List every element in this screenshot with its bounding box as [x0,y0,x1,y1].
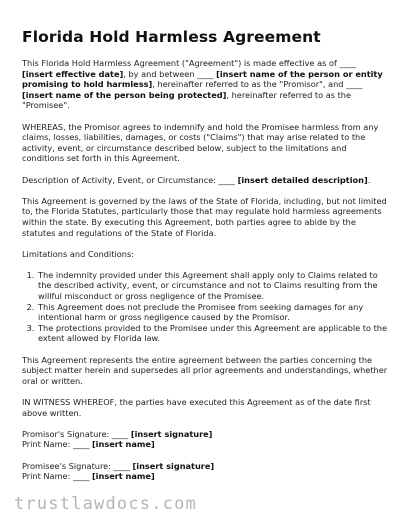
effective-date-placeholder: [insert effective date] [22,68,124,79]
promisor-print-name-line: Print Name: ____ [insert name] [22,439,155,450]
signature-placeholder: [insert signature] [130,428,213,439]
description-placeholder: [insert detailed description] [237,174,368,185]
list-item: 1. The indemnity provided under this Agreement shall apply only to Claims related to the described activity, event, or circumstance and not to Claims resulting from the willful misconduct or gross negligence of the Promisee. [37,270,389,302]
witness-paragraph: IN WITNESS WHEREOF, the parties have executed this Agreement as of the date first above written. [22,397,371,418]
promisor-name-placeholder: [insert name of the person or entity promising to hold harmless] [22,68,383,90]
promisee-print-name-line: Print Name: ____ [insert name] [22,471,155,482]
name-placeholder: [insert name] [91,471,155,482]
promisor-signature-block [22,429,389,450]
promisee-signature-line: Promisee's Signature: ____ [insert signature] [22,460,215,471]
promisor-signature-line: Promisor's Signature: ____ [insert signature] [22,428,213,439]
document-body [22,58,389,492]
entire-agreement-paragraph: This Agreement represents the entire agreement between the parties concerning the subject matter herein and supersedes all prior agreements and understandings, whether oral or written. [22,354,388,386]
governing-law-paragraph: This Agreement is governed by the laws of the State of Florida, including, but not limited to, the Florida Statutes, particularly those that may regulate hold harmless agreements within the state. By executing this Agreement, both parties agree to abide by the statutes and regulations of the State of Florida. [22,195,387,238]
list-item: 2. This Agreement does not preclude the Promisee from seeking damages for any intentional harm or gross negligence caused by the Promisor. [37,302,389,323]
promisee-name-placeholder: [insert name of the person being protected] [22,89,227,100]
whereas-paragraph: WHEREAS, the Promisor agrees to indemnify and hold the Promisee harmless from any claims, losses, liabilities, damages, or costs ("Claims") that may arise related to the activity, event, or circumstance described below, subject to the limitations and conditions set forth in this Agreement. [22,121,379,164]
name-placeholder: [insert name] [91,439,155,450]
limitations-heading: Limitations and Conditions: [22,248,134,259]
signature-placeholder: [insert signature] [132,460,215,471]
site-watermark: trustlawdocs.com [14,494,197,514]
limitations-list [22,270,389,344]
description-line: Description of Activity, Event, or Circumstance: ____ [insert detailed description]. [22,174,371,185]
promisee-signature-block [22,461,389,482]
intro-paragraph: This Florida Hold Harmless Agreement ("Agreement") is made effective as of ____ [insert effective date], by and between ____ [insert name of the person or entity promising to hold harmless], hereinafter referred to as the "Promisor", and ____ [insert name of the person being protected], hereinafter referred to as the "Promisee". [22,58,383,111]
page-title: Florida Hold Harmless Agreement [22,28,321,46]
list-item: 3. The protections provided to the Promisee under this Agreement are applicable to the extent allowed by Florida law. [37,323,389,344]
